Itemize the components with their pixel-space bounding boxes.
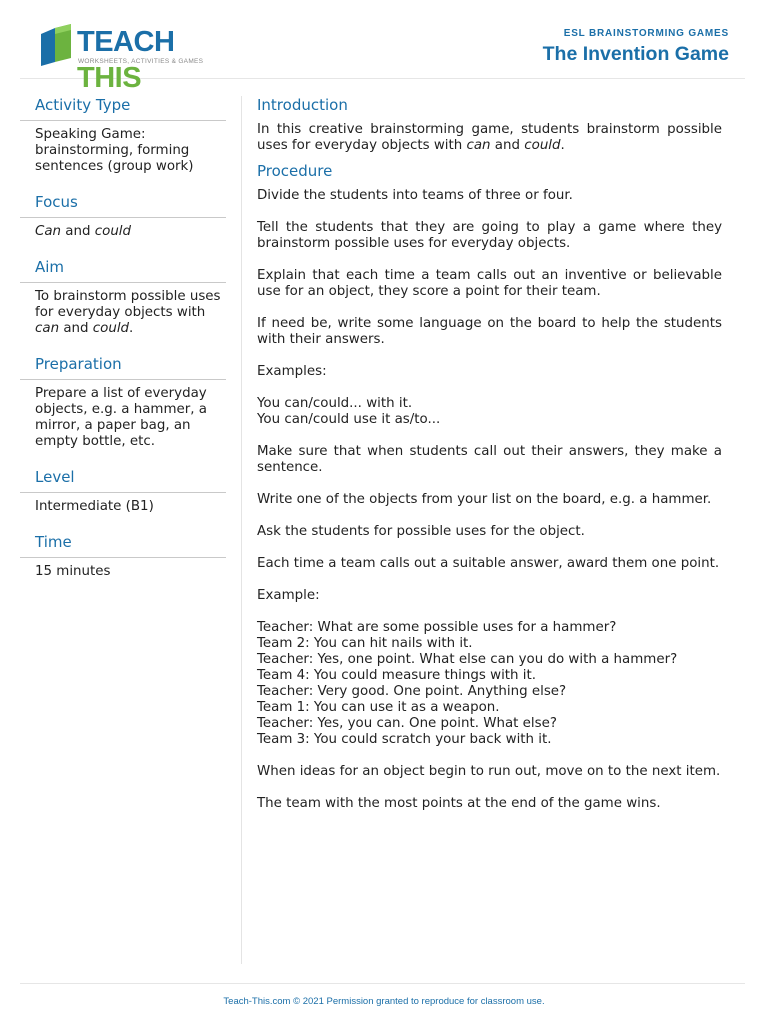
time-text: 15 minutes [35,564,111,579]
focus-text: Can and could [35,224,132,239]
teach-this-logo [37,24,227,94]
page-header [20,0,745,94]
level-text: Intermediate (B1) [35,499,154,514]
footer-copyright: Teach-This.com © 2021 Permission granted to reproduce for classroom use. [223,996,545,1007]
page-title: The Invention Game [542,43,729,65]
focus-section [20,191,226,240]
activity-type-text: Speaking Game: brainstorming, forming sentences (group work) [35,127,194,174]
aim-section [20,256,226,337]
logo-tagline: WORKSHEETS, ACTIVITIES & GAMES [78,58,204,65]
level-section [20,466,226,515]
preparation-section [20,353,226,450]
focus-heading: Focus [20,191,226,218]
procedure-paragraph: Tell the students that they are going to play a game where they brainstorm possible uses for everyday objects. [257,220,722,251]
footer-divider [20,983,745,984]
dialogue-line: Team 3: You could scratch your back with it. [257,732,552,747]
procedure-paragraph: Each time a team calls out a suitable answer, award them one point. [257,556,720,571]
dialogue-line: Teacher: What are some possible uses for a hammer? [257,620,617,635]
dialogue-line: Team 1: You can use it as a weapon. [257,700,500,715]
preparation-heading: Preparation [20,353,226,380]
dialogue-line: Team 2: You can hit nails with it. [257,636,473,651]
time-section [20,531,226,580]
example-line: You can/could use it as/to... [257,412,441,427]
dialogue-line: Teacher: Very good. One point. Anything else? [257,684,567,699]
main-content [257,94,722,828]
procedure-paragraph: Write one of the objects from your list on the board, e.g. a hammer. [257,492,712,507]
activity-type-section [20,94,226,175]
procedure-paragraph: Divide the students into teams of three or four. [257,188,573,203]
procedure-paragraph: Examples: [257,364,327,379]
procedure-paragraph: If need be, write some language on the board to help the students with their answers. [257,316,722,347]
procedure-paragraph: Ask the students for possible uses for the object. [257,524,585,539]
sidebar [20,94,226,596]
time-heading: Time [20,531,226,558]
book-logo-icon [37,24,75,66]
procedure-paragraph: Make sure that when students call out their answers, they make a sentence. [257,444,722,475]
aim-text: To brainstorm possible uses for everyday objects with can and could. [35,289,221,336]
activity-type-heading: Activity Type [20,94,226,121]
dialogue-line: Team 4: You could measure things with it. [257,668,537,683]
dialogue-line: Teacher: Yes, one point. What else can you do with a hammer? [257,652,678,667]
closing-paragraph: When ideas for an object begin to run out, move on to the next item. [257,764,721,779]
introduction-text: In this creative brainstorming game, students brainstorm possible uses for everyday objects with can and could. [257,122,722,153]
aim-heading: Aim [20,256,226,283]
level-heading: Level [20,466,226,493]
column-divider [241,96,242,964]
procedure-paragraph: Explain that each time a team calls out an inventive or believable use for an object, they score a point for their team. [257,268,722,299]
category-kicker: ESL BRAINSTORMING GAMES [563,28,729,39]
introduction-heading: Introduction [257,96,348,114]
procedure-paragraph: Example: [257,588,320,603]
example-line: You can/could... with it. [257,396,413,411]
preparation-text: Prepare a list of everyday objects, e.g. a hammer, a mirror, a paper bag, an empty bottle, etc. [35,386,207,449]
dialogue-line: Teacher: Yes, you can. One point. What else? [257,716,557,731]
logo-wordmark: TEACH THIS [77,26,175,94]
closing-paragraph: The team with the most points at the end of the game wins. [257,796,661,811]
procedure-heading: Procedure [257,162,333,180]
